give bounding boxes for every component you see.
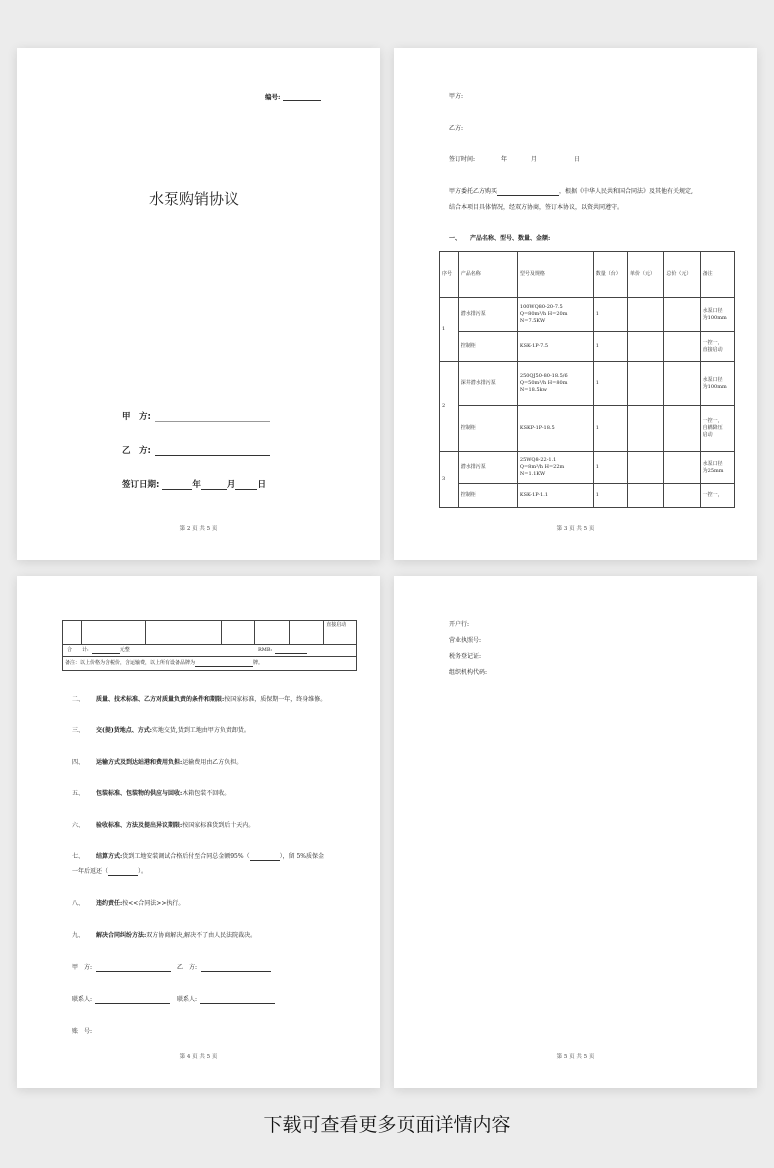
rmb-label: RMB: (258, 647, 273, 653)
total-price (664, 298, 700, 332)
clause-number: 七、 (72, 853, 85, 860)
quantity: 1 (593, 452, 627, 484)
unit-price (627, 484, 663, 508)
table-header: 序号 (440, 252, 459, 298)
note-line: 直接启动 (702, 346, 723, 353)
total-price (664, 332, 700, 362)
table-cell (254, 621, 289, 645)
clause-8 (72, 900, 184, 908)
table-header: 总价（元） (664, 252, 700, 298)
clause-title: 包装标准、包装物的供应与回收: (96, 790, 183, 797)
sign-party-a (72, 964, 171, 972)
table-header-row (440, 252, 735, 298)
total-unit: 元整 (119, 647, 130, 653)
note-line: 水泵口径 (702, 307, 723, 314)
clause-text: 按<<合同法>>执行。 (122, 900, 185, 907)
page-footer: 第 4 页 共 5 页 (179, 1054, 218, 1060)
purchase-item-blank (497, 188, 559, 196)
total-price (664, 484, 700, 508)
clause-6 (72, 822, 254, 830)
row-number: 1 (440, 298, 459, 362)
product-name: 潜水排污泵 (458, 298, 517, 332)
total-blank (92, 647, 120, 654)
total-price (664, 452, 700, 484)
contact-party-a (72, 996, 170, 1004)
cover-party-a-blank (155, 412, 270, 422)
clause-title: 违约责任: (96, 900, 123, 907)
unit-price (627, 406, 663, 452)
account-line: 账 号: (72, 1028, 93, 1035)
row-number: 2 (440, 362, 459, 452)
year-label: 年 (192, 480, 201, 490)
cover-party-a (122, 410, 270, 422)
product-name: 深井潜水排污泵 (458, 362, 517, 406)
cover-sign-date (122, 478, 266, 490)
table-header: 数量（台） (593, 252, 627, 298)
contract-number-blank (283, 93, 321, 101)
spec-line: Q=80m³/h H=20m N=7.5KW (519, 311, 568, 324)
contact-label: 联系人: (72, 996, 93, 1003)
note: 直接启动 (324, 621, 357, 645)
clause-2 (72, 696, 326, 704)
clause-number: 四、 (72, 759, 85, 766)
clause-text: 按国家标准，质保期一年，终身维修。 (224, 696, 327, 703)
sign-label: 甲 方: (72, 964, 93, 971)
clause-text: 运输费用由乙方负担。 (182, 759, 243, 766)
quantity: 1 (593, 362, 627, 406)
table-row (63, 621, 357, 645)
document-page-bank-info (394, 576, 757, 1088)
remark-end: 牌。 (253, 660, 264, 666)
clause-number: 八、 (72, 900, 85, 907)
product-spec: KSKP-1P-18.5 (517, 406, 593, 452)
day-label: 日 (257, 480, 266, 490)
clause-text: 实地交货,货到工地由甲方负责卸货。 (151, 727, 250, 734)
clause-text: 按国家标准货到后十天内。 (182, 822, 255, 829)
clause-number: 二、 (72, 696, 85, 703)
sign-time-label: 签订时间: (449, 156, 476, 163)
note (700, 362, 734, 406)
intro-line-2: 结合本项目具体情况，经双方协商，签订本协议，以资共同遵守。 (449, 204, 624, 211)
document-page-product-list (394, 48, 757, 560)
clause-title: 质量、技术标准、乙方对质量负责的条件和期限: (96, 696, 225, 703)
contact-label: 联系人: (177, 996, 198, 1003)
total-cell (63, 645, 357, 657)
table-header: 备注 (700, 252, 734, 298)
clause-title: 交(提)货地点、方式: (96, 727, 152, 734)
product-name: 控制柜 (458, 406, 517, 452)
note (700, 452, 734, 484)
totals-table (62, 620, 357, 671)
row-number: 3 (440, 452, 459, 508)
org-code-line: 组织机构代码: (449, 669, 488, 676)
table-cell (222, 621, 255, 645)
spec-line: Q=50m³/h H=80m (519, 380, 568, 386)
clause-text: 一年后返还（ (72, 868, 109, 875)
sign-blank (96, 965, 171, 972)
intro-text: ，根据《中华人民共和国合同法》及其他有关规定, (559, 188, 693, 195)
unit-price (627, 332, 663, 362)
spec-line: 250QJ50-80-18.5/6 (519, 373, 568, 379)
contact-party-b (177, 996, 275, 1004)
table-header: 型号及规格 (517, 252, 593, 298)
cover-party-a-label: 甲 方: (122, 412, 151, 422)
clause-text: ），留 5%质保金 (279, 853, 325, 860)
total-label: 合 计: (67, 647, 89, 653)
month-label: 月 (531, 156, 538, 163)
quantity: 1 (593, 332, 627, 362)
clause-title: 解决合同纠纷方法: (96, 932, 147, 939)
note-line: 为25mm (702, 467, 724, 474)
clause-title: 运输方式及到达站港和费用负担: (96, 759, 183, 766)
product-spec: KSK-1P-1.1 (517, 484, 593, 508)
party-b-line: 乙方: (449, 125, 464, 132)
page-footer: 第 3 页 共 5 页 (556, 526, 595, 532)
clause-title: 验收标准、方法及提出异议期限: (96, 822, 183, 829)
contact-blank (200, 997, 275, 1004)
clause-3 (72, 727, 250, 735)
product-spec (517, 298, 593, 332)
sign-party-b (177, 964, 271, 972)
total-row (63, 645, 357, 657)
clause-number: 六、 (72, 822, 85, 829)
clause-number: 三、 (72, 727, 85, 734)
sign-blank (201, 965, 271, 972)
day-blank (235, 480, 257, 490)
table-row (440, 332, 735, 362)
section-1-heading: 一、 产品名称、型号、数量、金额: (449, 235, 551, 242)
product-spec (517, 452, 593, 484)
rmb-field (258, 647, 307, 654)
note (700, 406, 734, 452)
tax-line: 税务登记证: (449, 653, 482, 660)
product-spec: KSK-1P-7.5 (517, 332, 593, 362)
amount-blank (250, 854, 280, 861)
spec-line: 100WQ80-20-7.5 (519, 304, 563, 310)
contract-number-label: 编号: (265, 93, 281, 101)
clause-text: 双方协商解决,解决不了由人民法院裁决。 (146, 932, 257, 939)
cover-party-b (122, 444, 270, 456)
note-line: 一控一， (702, 339, 723, 346)
table-row (440, 452, 735, 484)
table-row (440, 298, 735, 332)
rmb-blank (275, 647, 307, 654)
document-page-clauses (17, 576, 380, 1088)
page-footer: 第 2 页 共 5 页 (179, 526, 218, 532)
spec-line: Q=8m³/h H=22m N=1.1KW (519, 464, 565, 477)
note: 一控一， (700, 484, 734, 508)
note-line: 水泵口径 (702, 460, 723, 467)
retention-blank (108, 869, 138, 876)
clause-number: 九、 (72, 932, 85, 939)
year-label: 年 (501, 156, 508, 163)
quantity: 1 (593, 406, 627, 452)
total-price (664, 406, 700, 452)
cover-party-b-blank (155, 446, 270, 456)
clause-text: ）。 (138, 868, 148, 875)
product-name: 控制柜 (458, 484, 517, 508)
table-cell (81, 621, 145, 645)
table-header: 单价（元） (627, 252, 663, 298)
document-page-cover (17, 48, 380, 560)
clause-7-line-2 (72, 868, 147, 876)
product-table (439, 251, 735, 508)
remark-text: 备注：以上价格为含税价，含运输费，以上所有设备品牌为 (65, 660, 196, 666)
sign-time-line (449, 156, 581, 164)
license-line: 营业执照号: (449, 637, 482, 644)
note-line: 为100mm (702, 383, 727, 390)
quantity: 1 (593, 298, 627, 332)
sign-label: 乙 方: (177, 964, 198, 971)
product-name: 控制柜 (458, 332, 517, 362)
table-row (440, 362, 735, 406)
unit-price (627, 452, 663, 484)
party-a-line: 甲方: (449, 93, 464, 100)
note (700, 332, 734, 362)
table-row (440, 484, 735, 508)
product-name: 潜水排污泵 (458, 452, 517, 484)
year-blank (162, 480, 192, 490)
contract-number-field (265, 93, 321, 101)
intro-text: 甲方委托乙方购买 (449, 188, 498, 195)
remark-cell (63, 657, 357, 671)
note-line: 一控一， (702, 418, 723, 424)
contact-blank (95, 997, 170, 1004)
note-line: 自耦降压 (702, 425, 723, 431)
quantity: 1 (593, 484, 627, 508)
spec-line: 25WQ8-22-1.1 (519, 457, 557, 463)
table-cell (289, 621, 324, 645)
cover-party-b-label: 乙 方: (122, 446, 151, 456)
intro-line-1 (449, 188, 693, 196)
note-line: 水泵口径 (702, 376, 723, 383)
note-line: 启动 (702, 432, 713, 438)
bank-line: 开户行: (449, 621, 470, 628)
clause-text: 木箱包装不回收。 (182, 790, 231, 797)
clause-7 (72, 853, 324, 861)
unit-price (627, 362, 663, 406)
table-cell (146, 621, 222, 645)
day-label: 日 (574, 156, 581, 163)
unit-price (627, 298, 663, 332)
product-spec (517, 362, 593, 406)
clause-9 (72, 932, 256, 940)
table-cell (63, 621, 82, 645)
clause-title: 结算方式: (96, 853, 123, 860)
spec-line: N=18.5kw (519, 387, 547, 393)
month-label: 月 (226, 480, 236, 490)
page-footer: 第 5 页 共 5 页 (556, 1054, 595, 1060)
clause-4 (72, 759, 242, 767)
month-blank (201, 480, 227, 490)
table-row (440, 406, 735, 452)
total-price (664, 362, 700, 406)
download-caption: 下载可查看更多页面详情内容 (263, 1114, 511, 1136)
remark-row (63, 657, 357, 671)
note (700, 298, 734, 332)
note-line: 为100mm (702, 314, 727, 321)
clause-number: 五、 (72, 790, 85, 797)
contract-title: 水泵购销协议 (149, 190, 240, 208)
cover-sign-date-label: 签订日期: (122, 480, 160, 490)
clause-5 (72, 790, 230, 798)
clause-text: 货到工地安装调试合格后付至合同总金额95%（ (122, 853, 250, 860)
table-header: 产品名称 (458, 252, 517, 298)
brand-blank (195, 660, 253, 667)
